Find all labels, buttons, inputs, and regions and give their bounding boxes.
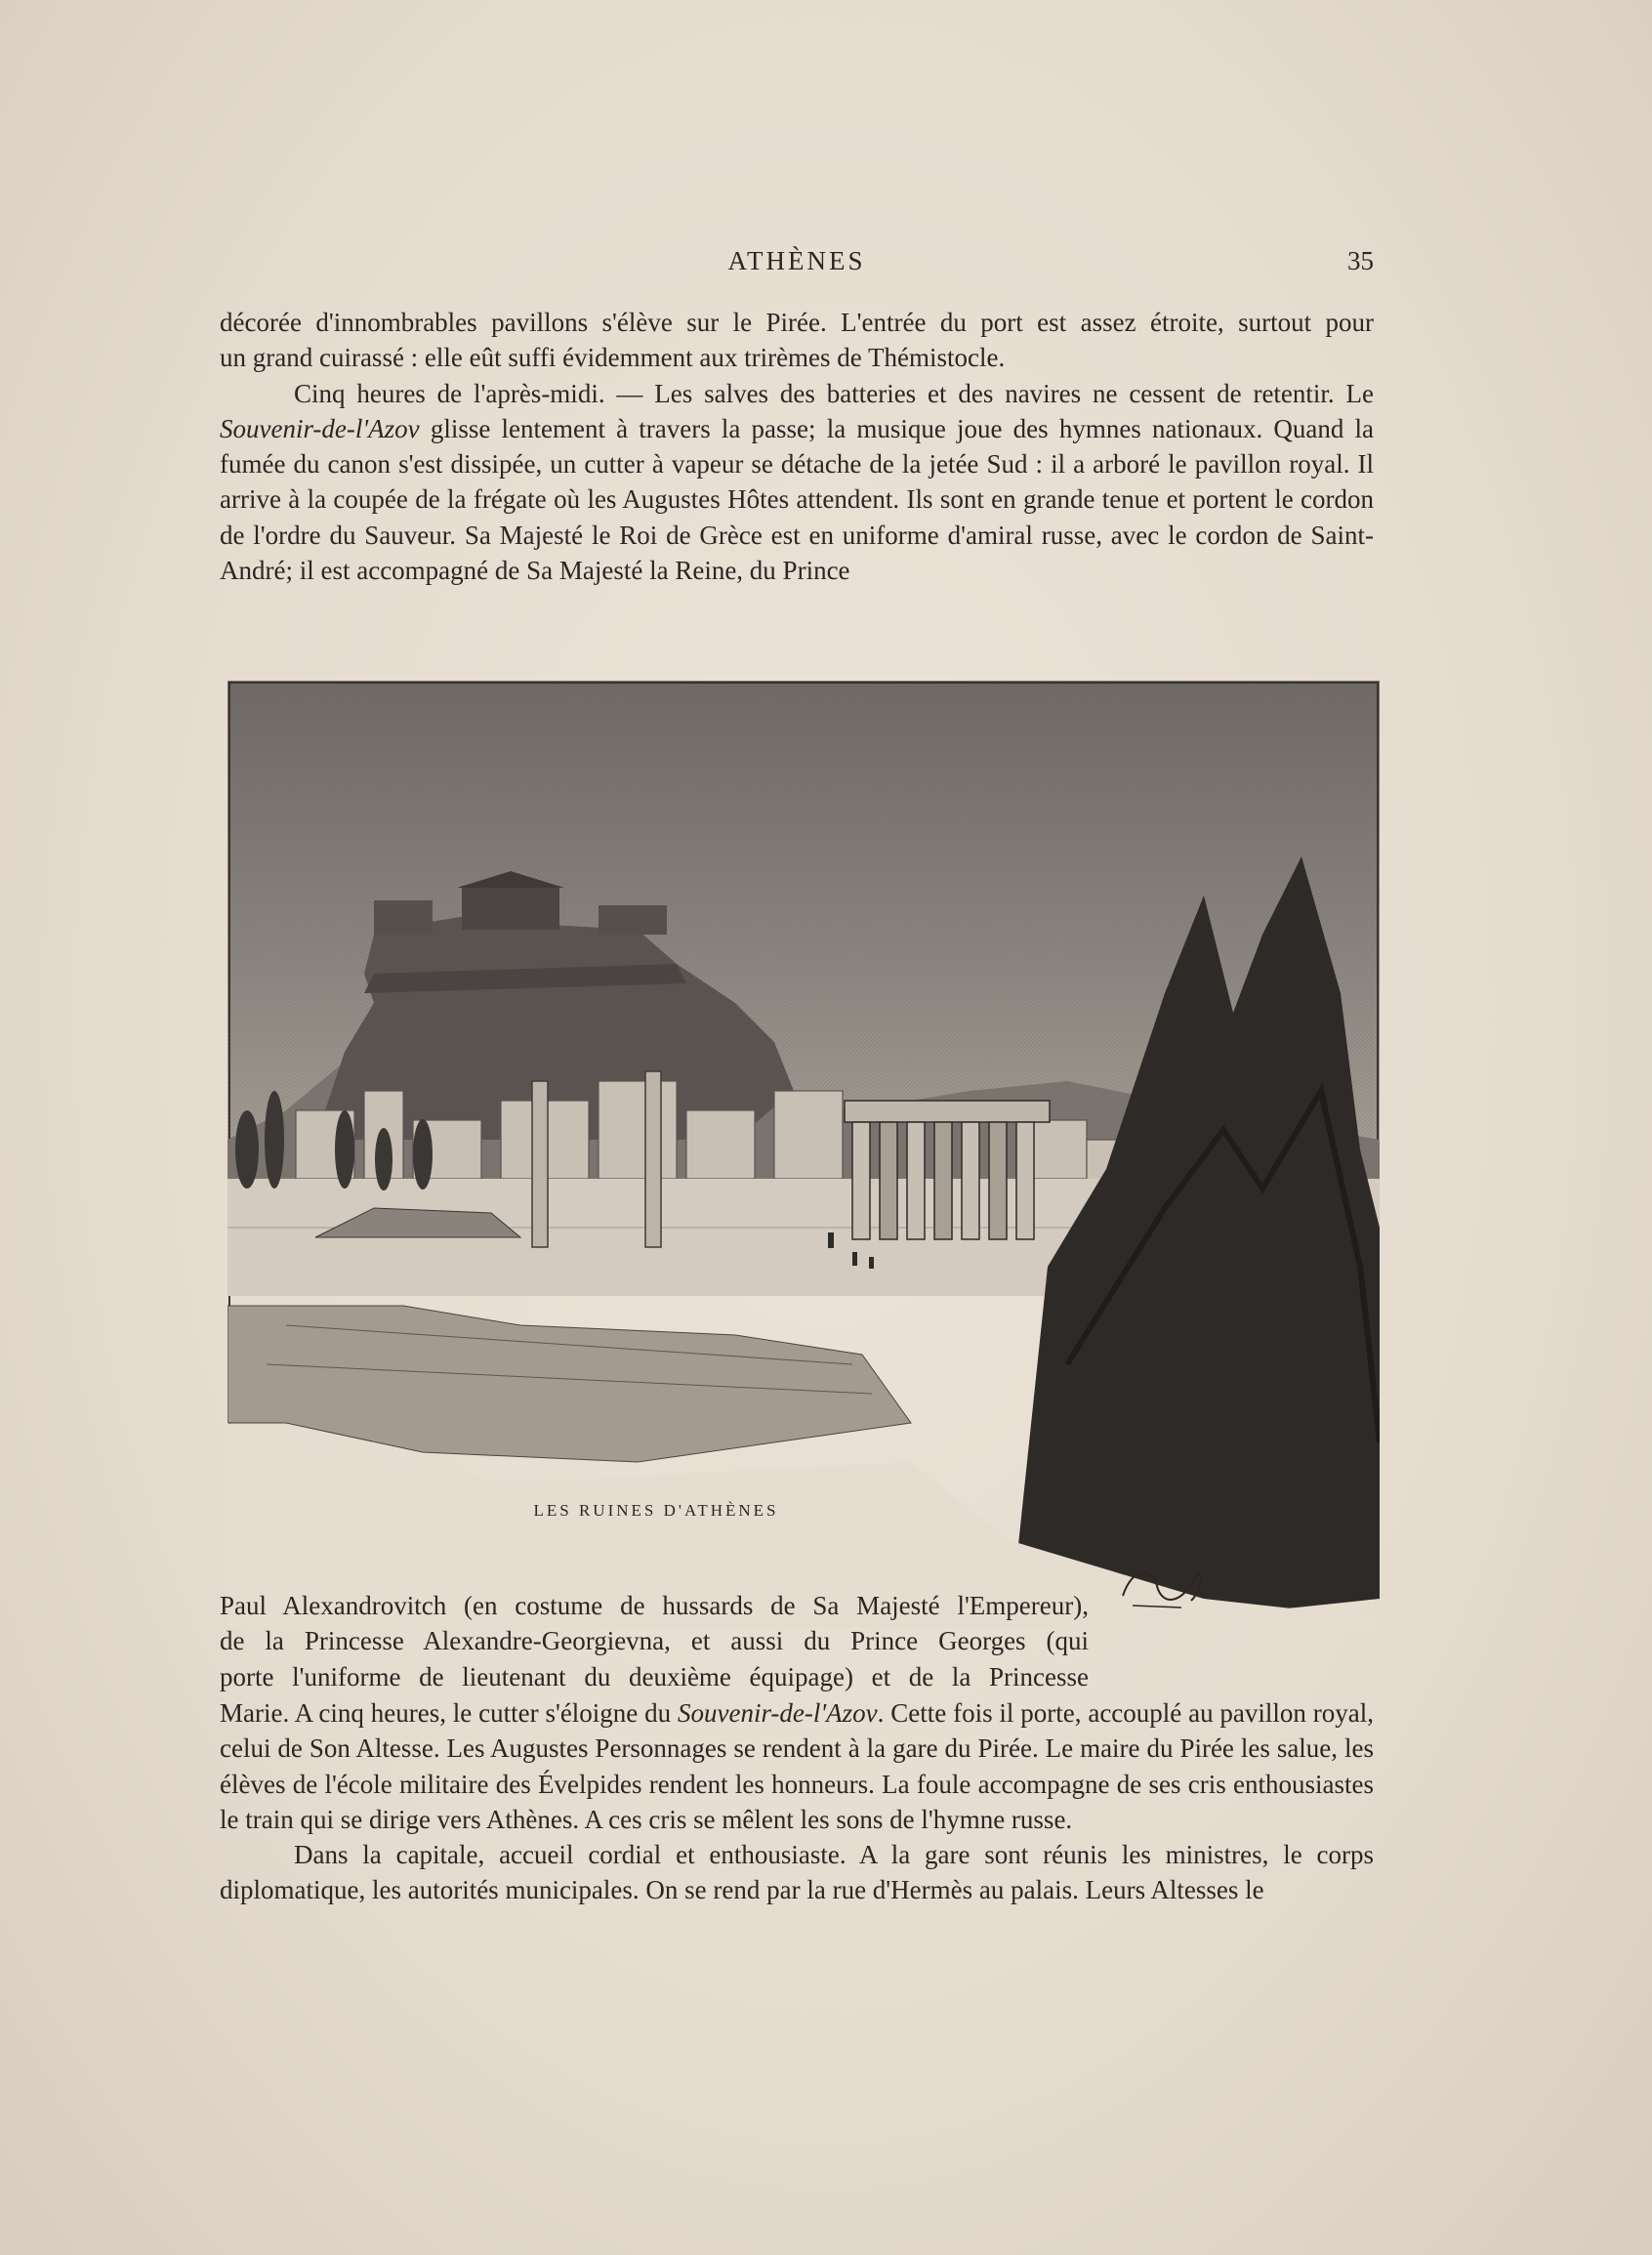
wrap-line-3: porte l'uniforme de lieutenant du deuxième équipage) et de la Princesse — [220, 1661, 1089, 1691]
bottom-text — [220, 1695, 1374, 1908]
wrap-line-1: Paul Alexandrovitch (en costume de hussards de Sa Majesté l'Empereur), — [220, 1591, 1089, 1620]
wrapped-text — [220, 1588, 1089, 1694]
paragraph-2 — [220, 376, 1374, 589]
parthenon — [462, 886, 559, 930]
illustration-caption: LES RUINES D'ATHÈNES — [533, 1501, 779, 1520]
page-header — [220, 246, 1374, 285]
engraving-illustration — [227, 681, 1380, 1628]
paragraph-4: Dans la capitale, accueil cordial et enthousiaste. A la gare sont réunis les ministres, le corps diplomatique, les autorités municipales. On se rend par la rue d'Hermès au palais. Leurs Altesses le — [220, 1840, 1374, 1905]
ship-name-2: Souvenir-de-l'Azov — [677, 1698, 878, 1728]
artist-signature-icon — [1113, 1547, 1211, 1625]
paragraph-2-rest: glisse lentement à travers la passe; la musique joue des hymnes nationaux. Quand la fumée du canon s'est dissipée, un cutter à vapeur se détache de la jetée Sud : il a arboré le pavillon royal. Il arrive à la coupée de la frégate où les Augustes Hôtes attendent. Ils sont en grande tenue et portent le cordon de l'ordre du Sauveur. Sa Majesté le Roi de Grèce est en uniforme d'amiral russe, avec le cordon de Saint-André; il est accompagné de Sa Majesté la Reine, du Prince — [220, 413, 1374, 586]
paragraph-3 — [220, 1695, 1374, 1837]
ruined-wall — [227, 1306, 911, 1462]
paragraph-3-rest: . Cette fois il porte, accouplé au pavillon royal, celui de Son Altesse. Les Augustes Personnages se rendent à la gare du Pirée. Le maire du Pirée les salue, les élèves de l'école militaire des Évelpides rendent les honneurs. La foule accompagne de ses cris enthousiastes le train qui se dirige vers Athènes. A ces cris se mêlent les sons de l'hymne russe. — [220, 1698, 1374, 1834]
ship-name: Souvenir-de-l'Azov — [220, 413, 420, 443]
paragraph-2-start: Cinq heures de l'après-midi. — Les salves des batteries et des navires ne cessent de retentir. Le — [294, 378, 1374, 408]
page-number: 35 — [1347, 246, 1374, 275]
paragraph-1 — [220, 305, 1374, 376]
paragraph-1-line-2: un grand cuirassé : elle eût suffi évidemment aux trirèmes de Thémistocle. — [220, 343, 1006, 373]
running-head: ATHÈNES — [727, 246, 866, 275]
wrap-line-2: de la Princesse Alexandre-Georgievna, et aussi du Prince Georges (qui — [220, 1626, 1089, 1656]
paragraph-3-start: Marie. A cinq heures, le cutter s'éloigne du — [220, 1698, 678, 1728]
top-text — [220, 305, 1374, 588]
paragraph-1-line-1: décorée d'innombrables pavillons s'élève sur le Pirée. L'entrée du port est assez étroite, surtout pour — [220, 308, 1374, 337]
